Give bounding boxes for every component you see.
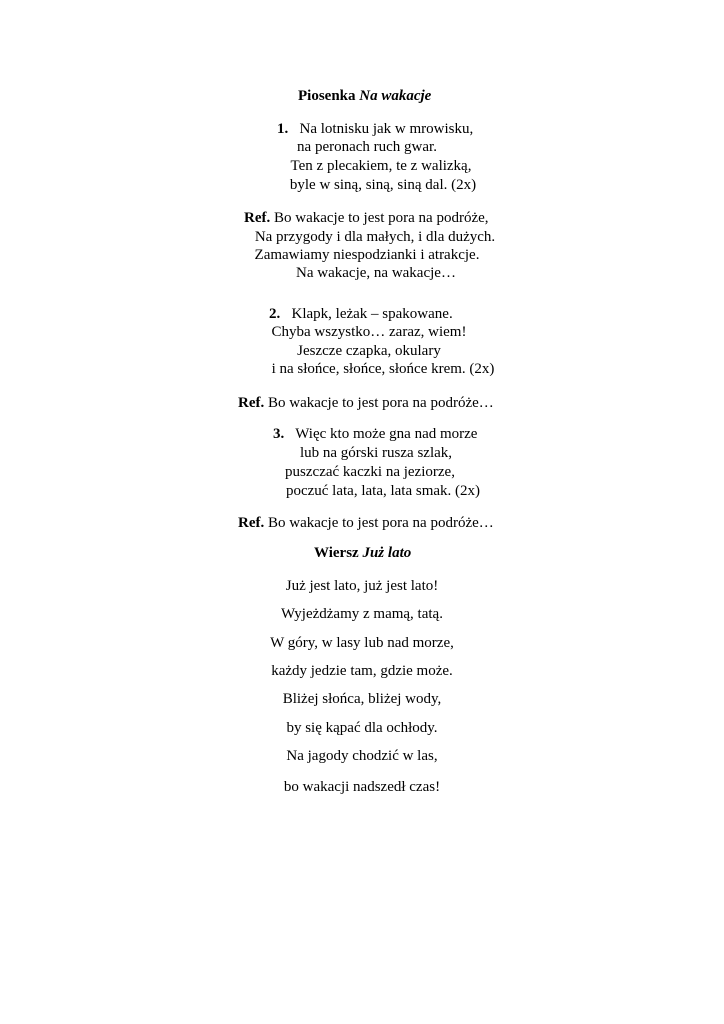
verse1-number: 1. xyxy=(277,121,289,137)
poem-line-1: Już jest lato, już jest lato! xyxy=(285,578,439,594)
verse2-line4: i na słońce, słońce, słońce krem. (2x) xyxy=(271,361,495,377)
refrain2-line xyxy=(238,393,494,413)
verse3-text: Więc kto może gna nad morze xyxy=(295,426,478,442)
verse3-line2: lub na górski rusza szlak, xyxy=(299,445,453,461)
verse1-line3: Ten z plecakiem, te z walizką, xyxy=(290,158,472,174)
refrain3-text: Bo wakacje to jest pora na podróże… xyxy=(268,515,494,531)
verse1-text: Na lotnisku jak w mrowisku, xyxy=(299,121,474,137)
verse1-line1 xyxy=(277,119,473,139)
poem-title-italic: Już lato xyxy=(362,545,412,561)
poem-line-4: każdy jedzie tam, gdzie może. xyxy=(271,663,453,679)
song-title-prefix: Piosenka xyxy=(298,88,356,104)
verse2-line2: Chyba wszystko… zaraz, wiem! xyxy=(271,324,467,340)
song-title-italic: Na wakacje xyxy=(359,88,432,104)
refrain2-text: Bo wakacje to jest pora na podróże… xyxy=(268,395,494,411)
poem-line-8: bo wakacji nadszedł czas! xyxy=(283,779,441,795)
poem-line-5: Bliżej słońca, bliżej wody, xyxy=(282,691,442,707)
poem-line-7: Na jagody chodzić w las, xyxy=(286,748,438,764)
verse2-text: Klapk, leżak – spakowane. xyxy=(291,306,453,322)
verse2-line1 xyxy=(269,304,453,324)
song-title xyxy=(298,86,431,106)
verse3-line1 xyxy=(273,424,477,444)
refrain-text: Bo wakacje to jest pora na podróże, xyxy=(274,210,489,226)
verse1-line4: byle w siną, siną, siną dal. (2x) xyxy=(289,177,477,193)
refrain-line1 xyxy=(244,208,489,228)
refrain-label: Ref. xyxy=(244,210,271,226)
verse1-line2: na peronach ruch gwar. xyxy=(297,139,437,155)
verse3-number: 3. xyxy=(273,426,285,442)
refrain-line3: Zamawiamy niespodzianki i atrakcje. xyxy=(254,247,480,263)
refrain2-label: Ref. xyxy=(238,395,265,411)
refrain3-label: Ref. xyxy=(238,515,265,531)
verse3-line4: poczuć lata, lata, lata smak. (2x) xyxy=(285,483,481,499)
verse3-line3: puszczać kaczki na jeziorze, xyxy=(285,464,455,480)
poem-line-2: Wyjeżdżamy z mamą, tatą. xyxy=(281,606,443,622)
verse2-line3: Jeszcze czapka, okulary xyxy=(297,343,441,359)
poem-line-3: W góry, w lasy lub nad morze, xyxy=(270,635,454,651)
refrain-line4: Na wakacje, na wakacje… xyxy=(296,265,456,281)
poem-title xyxy=(314,543,411,563)
poem-line-6: by się kąpać dla ochłody. xyxy=(286,720,438,736)
poem-title-prefix: Wiersz xyxy=(314,545,359,561)
refrain-line2: Na przygody i dla małych, i dla dużych. xyxy=(254,229,496,245)
refrain3-line xyxy=(238,513,494,533)
verse2-number: 2. xyxy=(269,306,281,322)
